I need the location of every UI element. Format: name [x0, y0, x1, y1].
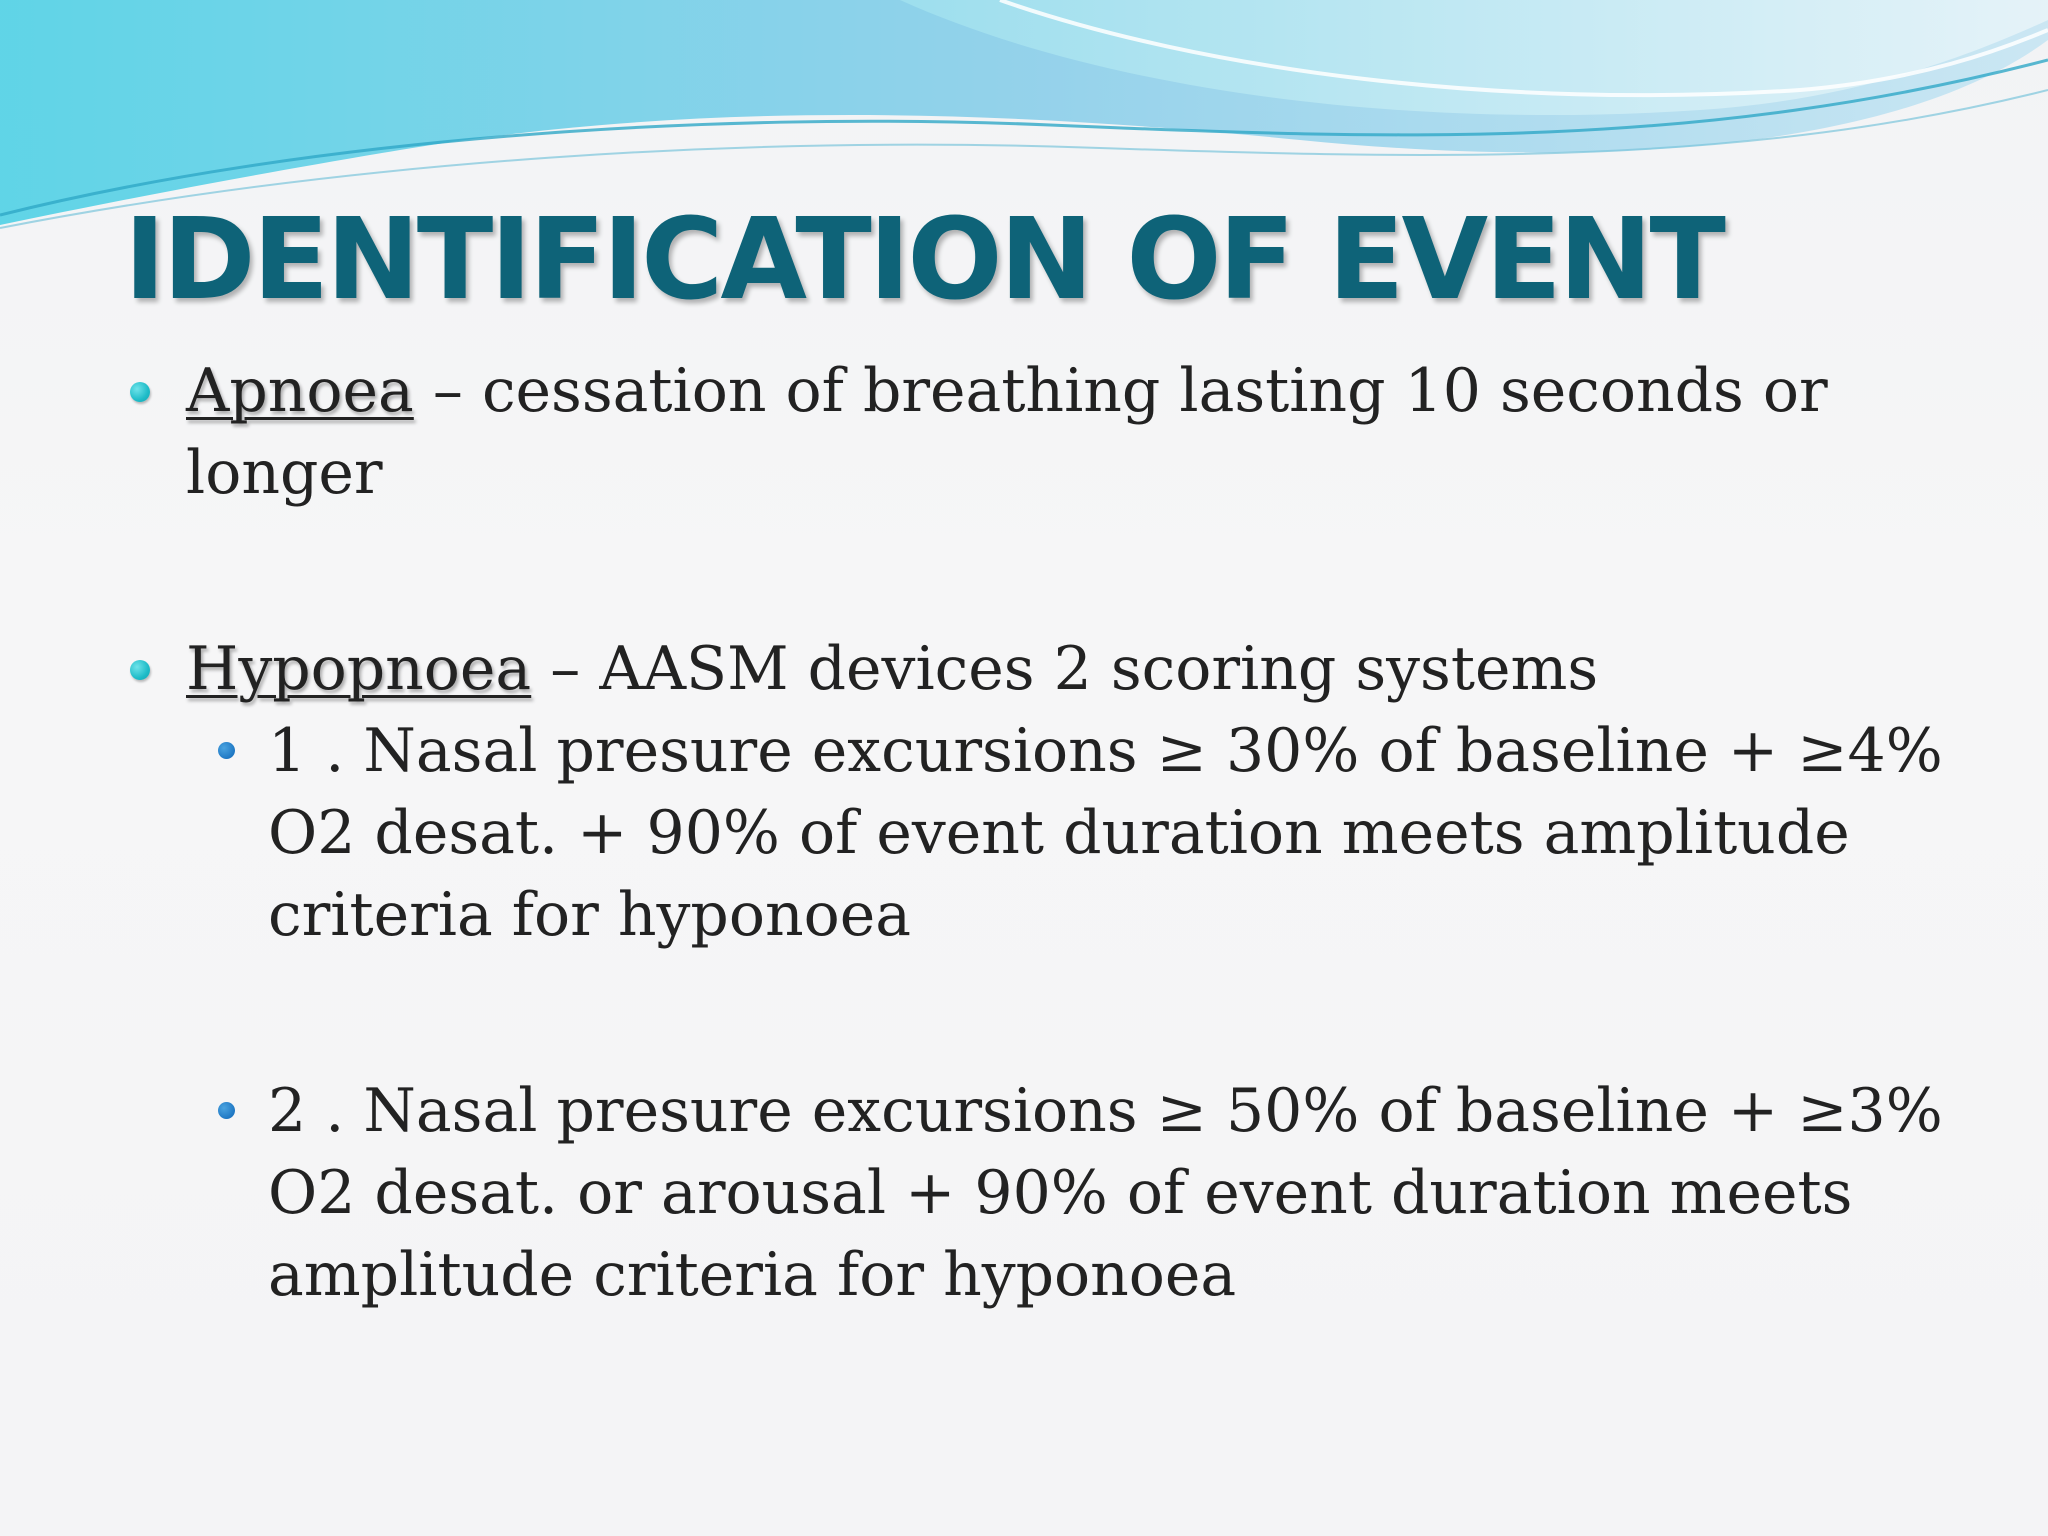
sub-bullet-dot-icon	[218, 1102, 235, 1119]
definition-apnoea: – cessation of breathing lasting 10 seconds or longer	[186, 356, 1828, 508]
bullet-apnoea	[124, 350, 1984, 514]
scoring-system-1-text: 1 . Nasal presure excursions ≥ 30% of baseline + ≥4% O2 desat. + 90% of event duration meets amplitude criteria for hyponoea	[268, 716, 1943, 950]
definition-hypopnoea: – AASM devices 2 scoring systems	[531, 634, 1599, 704]
subbullet-scoring-1	[124, 710, 1984, 956]
bullet-hypopnoea	[124, 628, 1984, 710]
term-apnoea: Apnoea	[186, 356, 414, 426]
scoring-system-2-text: 2 . Nasal presure excursions ≥ 50% of baseline + ≥3% O2 desat. or arousal + 90% of event duration meets amplitude criteria for hyponoea	[268, 1076, 1943, 1310]
subbullet-scoring-2	[124, 1070, 1984, 1316]
slide-title: IDENTIFICATION OF EVENT	[124, 195, 1723, 325]
sub-bullet-dot-icon	[218, 742, 235, 759]
bullet-dot-icon	[130, 660, 150, 680]
bullet-list	[124, 350, 1984, 1316]
term-hypopnoea: Hypopnoea	[186, 634, 532, 704]
bullet-dot-icon	[130, 382, 150, 402]
